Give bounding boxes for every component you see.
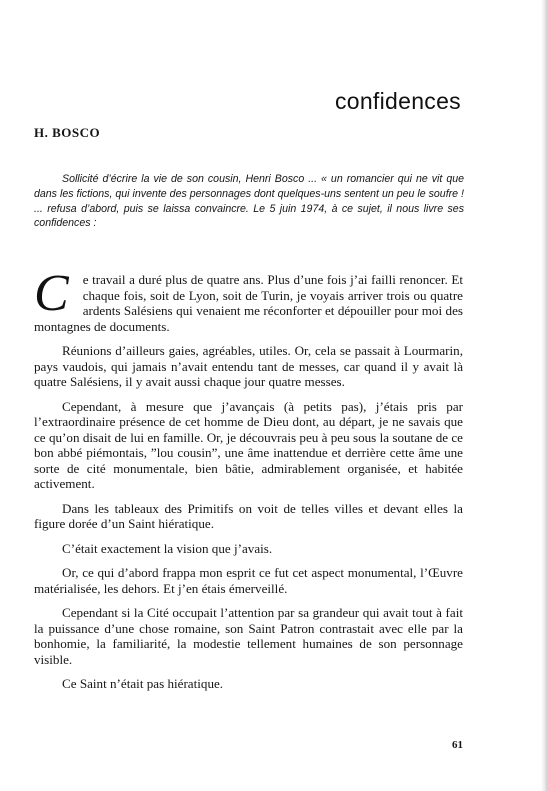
drop-cap: C [34,265,69,322]
page-number: 61 [452,739,463,751]
body-paragraph: Or, ce qui d’abord frappa mon esprit ce fut cet aspect monumental, l’Œuvre matérialisée, les dehors. Et j’en étais émerveillé. [34,565,463,596]
chapter-title: confidences [334,88,461,114]
author-name: H. BOSCO [34,125,101,140]
body-paragraph: Cependant si la Cité occupait l’attention par sa grandeur qui avait tout à fait la puissance d’une chose romaine, son Saint Patron contrastait avec elle par la bonhomie, la familiarité, la modestie tellement humaines de son personnage visible. [34,605,463,667]
body-paragraph: Ce Saint n’était pas hiératique. [62,676,224,691]
body-paragraph: C’était exactement la vision que j’avais. [62,540,273,556]
body-paragraph [34,265,463,334]
intro-paragraph: Sollicité d’écrire la vie de son cousin, Henri Bosco ... « un romancier qui ne vit que dans les fictions, qui invente des personnages dont quelques-uns sentent un peu le soufre ! ... refusa d’abord, puis se laissa convaincre. Le 5 juin 1974, à ce sujet, il nous livre ses confidences : [34,173,464,230]
first-paragraph-text: e travail a duré plus de quatre ans. Plus d’une fois j’ai failli renoncer. Et chaque fois, soit de Lyon, soit de Turin, je voyais arriver trois ou quatre ardents Salésiens qui venaient me réconforter et dépouiller pour moi des montagnes de documents. [34,272,463,334]
body-paragraph: Dans les tableaux des Primitifs on voit de telles villes et devant elles la figure dorée d’un Saint hiératique. [34,500,463,531]
body-paragraph: Réunions d’ailleurs gaies, agréables, utiles. Or, cela se passait à Lourmarin, pays vaudois, qui jamais n’avait entendu tant de messes, car quand il y avait là quatre Salésiens, il y avait aussi chaque jour quatre messes. [34,343,463,389]
body-paragraph: Cependant, à mesure que j’avançais (à petits pas), j’étais pris par l’extraordinaire présence de cet homme de Dieu dont, au départ, je ne savais que ce qu’on disait de lui en famille. Or, je découvrais peu à peu sous la soutane de ce bon abbé piémontais, ”lou cousin”, une âme inattendue et derrière cette âme une sorte de cité monumentale, bien bâtie, admirablement organisée, et habitée activement. [34,398,463,491]
article-body [34,265,463,701]
page-edge-shadow [541,0,547,791]
